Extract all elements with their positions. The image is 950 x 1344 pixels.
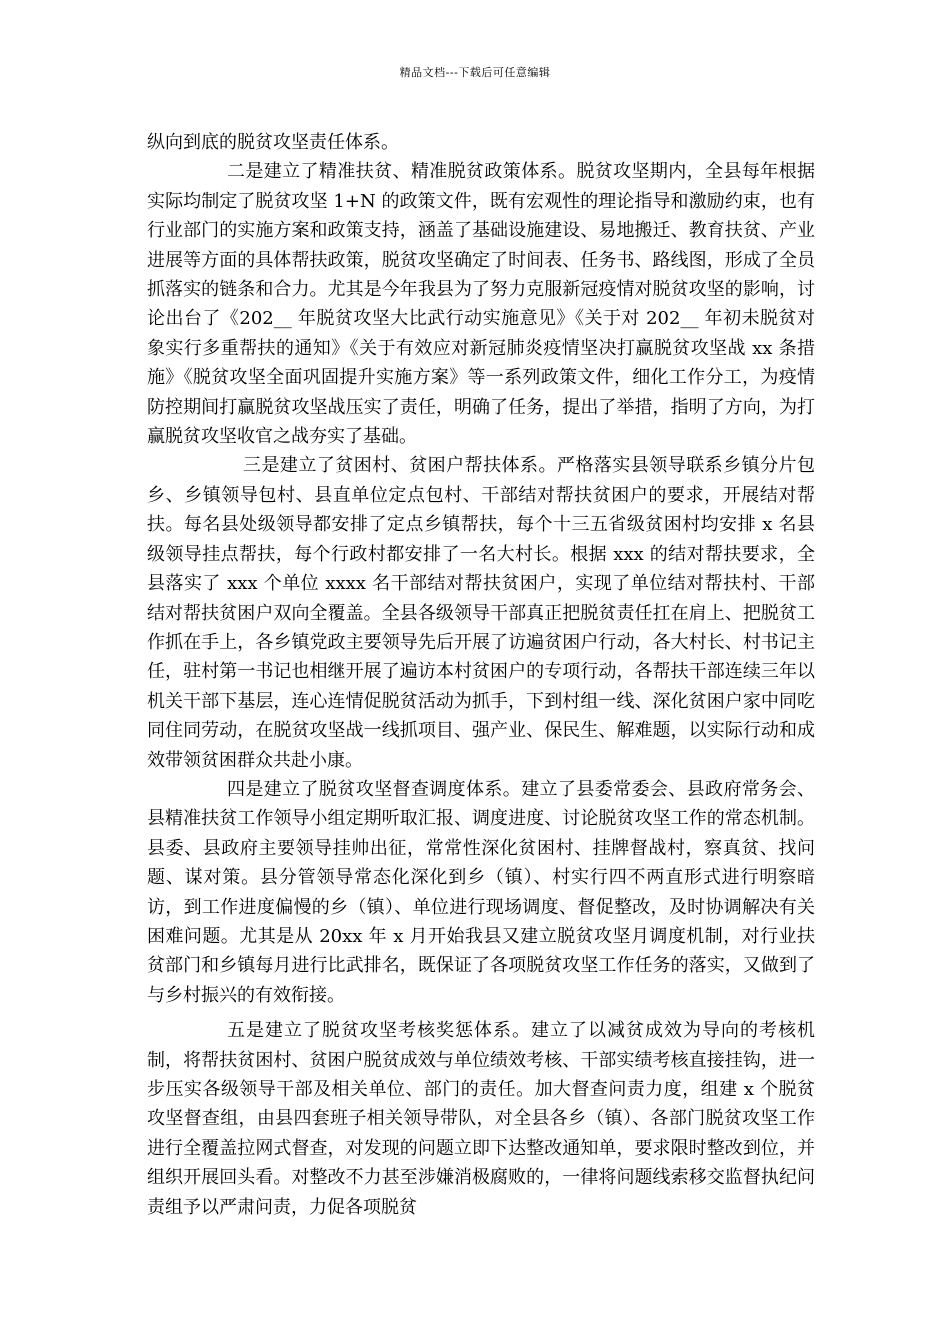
document-body: [147, 128, 815, 1222]
paragraph-assessment-system: 五是建立了脱贫攻坚考核奖惩体系。建立了以减贫成效为导向的考核机制，将帮扶贫困村、贫困户脱贫成效与单位绩效考核、干部实绩考核直接挂钩，进一步压实各级领导干部及相关单位、部门的责任。加大督查问责力度，组建 x 个脱贫攻坚督查组，由县四套班子相关领导带队，对全县各乡（镇）、各部门脱贫攻坚工作进行全覆盖拉网式督查，对发现的问题立即下达整改通知单，要求限时整改到位，并组织开展回头看。对整改不力甚至涉嫌消极腐败的，一律将问题线索移交监督执纪问责组予以严肃问责，力促各项脱贫: [147, 1020, 815, 1218]
page-header: 精品文档---下载后可任意编辑: [399, 66, 551, 79]
paragraph-supervision-system: 四是建立了脱贫攻坚督查调度体系。建立了县委常委会、县政府常务会、县精准扶贫工作领导小组定期听取汇报、调度进度、讨论脱贫攻坚工作的常态机制。县委、县政府主要领导挂帅出征，常常性深化贫困村、挂牌督战村，察真贫、找问题、谋对策。县分管领导常态化深化到乡（镇）、村实行四不两直形式进行明察暗访，到工作进度偏慢的乡（镇）、单位进行现场调度、督促整改，及时协调解决有关困难问题。尤其是从 20xx 年 x 月开始我县又建立脱贫攻坚月调度机制，对行业扶贫部门和乡镇每月进行比武排名，既保证了各项脱贫攻坚工作任务的落实，又做到了与乡村振兴的有效衔接。: [147, 778, 815, 1006]
paragraph-continuation: 纵向到底的脱贫攻坚责任体系。: [147, 132, 399, 153]
paragraph-assistance-system: 三是建立了贫困村、贫困户帮扶体系。严格落实县领导联系乡镇分片包乡、乡镇领导包村、县直单位定点包村、干部结对帮扶贫困户的要求，开展结对帮扶。每名县处级领导都安排了定点乡镇帮扶，每个十三五省级贫困村均安排 x 名县级领导挂点帮扶，每个行政村都安排了一名大村长。根据 xxx 的结对帮扶要求，全县落实了 xxx 个单位 xxxx 名干部结对帮扶贫困户，实现了单位结对帮扶村、干部结对帮扶贫困户双向全覆盖。全县各级领导干部真正把脱贫责任扛在肩上、把脱贫工作抓在手上，各乡镇党政主要领导先后开展了访遍贫困户行动，各大村长、村书记主任，驻村第一书记也相继开展了遍访本村贫困户的专项行动，各帮扶干部连续三年以机关干部下基层，连心连情促脱贫活动为抓手，下到村组一线、深化贫困户家中同吃同住同劳动，在脱贫攻坚战一线抓项目、强产业、保民生、解难题，以实际行动和成效带领贫困群众共赴小康。: [147, 455, 815, 771]
paragraph-policy-system: 二是建立了精准扶贫、精准脱贫政策体系。脱贫攻坚期内，全县每年根据实际均制定了脱贫攻坚 1+N 的政策文件，既有宏观性的理论指导和激励约束，也有行业部门的实施方案和政策支持，涵盖了基础设施建设、易地搬迁、教育扶贫、产业进展等方面的具体帮扶政策，脱贫攻坚确定了时间表、任务书、路线图，形成了全员抓落实的链条和合力。尤其是今年我县为了努力克服新冠疫情对脱贫攻坚的影响，讨论出台了《202__ 年脱贫攻坚大比武行动实施意见》《关于对 202__ 年初未脱贫对象实行多重帮扶的通知》《关于有效应对新冠肺炎疫情坚决打赢脱贫攻坚战 xx 条措施》《脱贫攻坚全面巩固提升实施方案》等一系列政策文件，细化工作分工，为疫情防控期间打赢脱贫攻坚战压实了责任，明确了任务，提出了举措，指明了方向，为打赢脱贫攻坚收官之战夯实了基础。: [147, 161, 815, 448]
